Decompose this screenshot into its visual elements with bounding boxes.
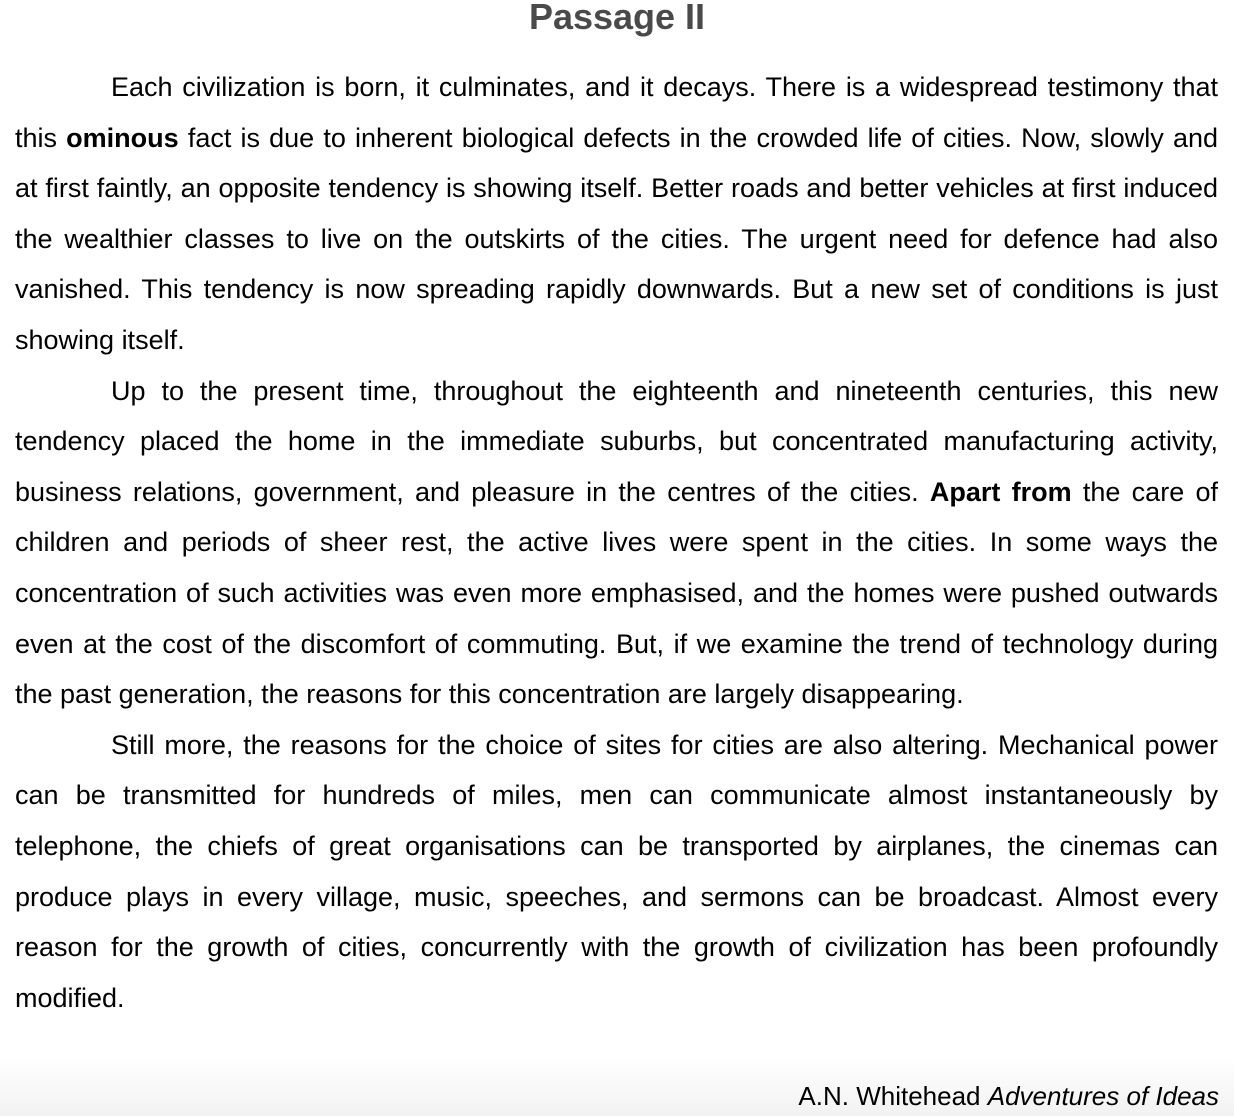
passage-title: Passage II: [528, 0, 706, 37]
bold-phrase-apart-from: Apart from: [929, 476, 1072, 507]
paragraph-text: fact is due to inherent biological defects in the crowded life of cities. Now, slowly and at first faintly, an opposite tendency is showing itself. Better roads and better vehicles at first induced the wealthier classes to live on the outskirts of the cities. The urgent need for defence had also vanished. This tendency is now spreading rapidly downwards. But a new set of conditions is just showing itself.: [15, 122, 1218, 355]
paragraph-1: [15, 62, 1218, 366]
paragraph-2: [15, 366, 1218, 720]
paragraph-text: Still more, the reasons for the choice of sites for cities are also altering. Mechanical power can be transmitted for hundreds of miles, men can communicate almost instantaneously by telephone, the chiefs of great organisations can be transported by airplanes, the cinemas can produce plays in every village, music, speeches, and sermons can be broadcast. Almost every reason for the growth of cities, concurrently with the growth of civilization has been profoundly modified.: [15, 729, 1218, 1013]
citation-work-title: Adventures of Ideas: [987, 1081, 1219, 1111]
paragraph-text: Each civilization is born, it culminates, and it decays. There is a widespread testimony that this: [15, 72, 1218, 153]
bold-word-ominous: ominous: [66, 122, 179, 153]
paragraph-text: the care of children and periods of sheer rest, the active lives were spent in the cities. In some ways the concentration of such activities was even more emphasised, and the homes were pushed outwards even at the cost of the discomfort of commuting. But, if we examine the trend of technology during the past generation, the reasons for this concentration are largely disappearing.: [15, 476, 1218, 710]
passage-body: [15, 62, 1218, 1023]
source-citation: [798, 1078, 1219, 1114]
paragraph-3: [15, 720, 1218, 1024]
citation-author: A.N. Whitehead: [798, 1081, 981, 1111]
paragraph-text: Up to the present time, throughout the eighteenth and nineteenth centuries, this new tendency placed the home in the immediate suburbs, but concentrated manufacturing activity, business relations, government, and pleasure in the centres of the cities.: [15, 375, 1218, 507]
